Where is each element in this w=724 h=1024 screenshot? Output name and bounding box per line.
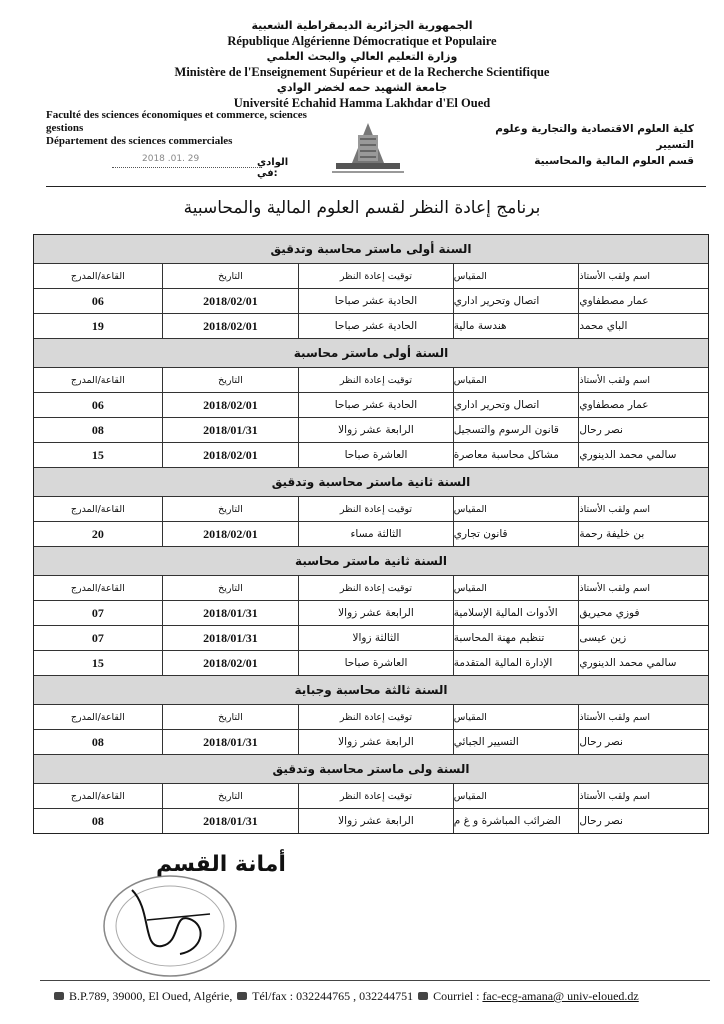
cell-hall: 19 <box>91 318 104 333</box>
column-header-professor: اسم ولقب الأستاذ <box>578 368 708 392</box>
column-header-hall: القاعة/المدرج <box>70 374 125 386</box>
page-title: برنامج إعادة النظر لقسم العلوم المالية والمحاسبية <box>183 198 541 218</box>
cell-time: الرابعة عشر زوالا <box>298 418 453 442</box>
column-header-date: التاريخ <box>162 264 299 288</box>
cell-hall: 06 <box>91 293 104 308</box>
phone-icon <box>237 992 247 1000</box>
cell-module: التسيير الجبائي <box>453 730 579 754</box>
fr-republic: République Algérienne Démocratique et Populaire <box>227 33 497 48</box>
column-header-date: التاريخ <box>162 784 299 808</box>
ar-ministry: وزارة التعليم العالي والبحث العلمي <box>266 50 458 63</box>
cell-professor: زين عيسى <box>578 626 708 650</box>
cell-hall: 08 <box>91 734 104 749</box>
cell-date: 2018/01/31 <box>162 626 299 650</box>
cell-date: 2018/01/31 <box>162 730 299 754</box>
cell-hall: 07 <box>91 630 104 645</box>
cell-time: العاشرة صباحا <box>298 651 453 675</box>
cell-module: تنظيم مهنة المحاسبة <box>453 626 579 650</box>
table-row <box>34 418 708 443</box>
column-header-time: توقيت إعادة النظر <box>298 705 453 729</box>
cell-hall: 20 <box>91 526 104 541</box>
cell-time: الثالثة زوالا <box>298 626 453 650</box>
table-header-row <box>34 784 708 809</box>
column-header-date: التاريخ <box>162 576 299 600</box>
fr-faculty: Faculté des sciences économiques et commerce, sciences gestions <box>46 109 307 134</box>
table-row <box>34 626 708 651</box>
cell-date: 2018/02/01 <box>162 314 299 338</box>
cell-hall: 08 <box>91 422 104 437</box>
cell-date: 2018/02/01 <box>162 443 299 467</box>
column-header-professor: اسم ولقب الأستاذ <box>578 784 708 808</box>
table-row <box>34 393 708 418</box>
cell-hall: 07 <box>91 605 104 620</box>
column-header-time: توقيت إعادة النظر <box>298 264 453 288</box>
section-title: السنة ثالثة محاسبة وجباية <box>34 676 708 705</box>
table-row <box>34 314 708 339</box>
column-header-hall: القاعة/المدرج <box>70 503 125 515</box>
cell-time: الحادية عشر صباحا <box>298 314 453 338</box>
ar-department: قسم العلوم المالية والمحاسبية <box>534 155 694 167</box>
cell-date: 2018/01/31 <box>162 809 299 833</box>
column-header-time: توقيت إعادة النظر <box>298 784 453 808</box>
cell-module: الضرائب المباشرة و غ م <box>453 809 579 833</box>
column-header-professor: اسم ولقب الأستاذ <box>578 497 708 521</box>
faculty-ar <box>464 121 694 169</box>
cell-professor: نصر رحال <box>578 418 708 442</box>
fr-university: Université Echahid Hamma Lakhdar d'El Oued <box>233 95 491 110</box>
cell-time: العاشرة صباحا <box>298 443 453 467</box>
cell-hall: 15 <box>91 655 104 670</box>
date-label: الوادي في: <box>257 157 289 179</box>
ar-university: جامعة الشهيد حمه لخضر الوادي <box>276 81 448 94</box>
section-title: السنة أولى ماستر محاسبة وتدقيق <box>34 235 708 264</box>
cell-professor: سالمي محمد الدينوري <box>578 651 708 675</box>
footer-divider <box>40 980 710 981</box>
review-schedule-table <box>33 234 709 834</box>
mail-box-icon <box>54 992 64 1000</box>
table-row <box>34 289 708 314</box>
table-row <box>34 809 708 833</box>
section-title: السنة ثانية ماستر محاسبة وتدقيق <box>34 468 708 497</box>
cell-time: الحادية عشر صباحا <box>298 393 453 417</box>
table-row <box>34 601 708 626</box>
letterhead <box>0 18 724 111</box>
cell-date: 2018/02/01 <box>162 522 299 546</box>
fr-department: Département des sciences commerciales <box>46 135 233 147</box>
table-row <box>34 730 708 755</box>
column-header-hall: القاعة/المدرج <box>70 270 125 282</box>
table-header-row <box>34 497 708 522</box>
column-header-hall: القاعة/المدرج <box>70 711 125 723</box>
cell-hall: 06 <box>91 397 104 412</box>
header-divider <box>46 186 706 187</box>
cell-professor: عمار مصطفاوي <box>578 393 708 417</box>
column-header-module: المقياس <box>453 576 579 600</box>
cell-date: 2018/01/31 <box>162 418 299 442</box>
column-header-module: المقياس <box>453 497 579 521</box>
cell-professor: سالمي محمد الدينوري <box>578 443 708 467</box>
footer-address: B.P.789, 39000, El Oued, Algérie, <box>69 989 233 1003</box>
column-header-date: التاريخ <box>162 705 299 729</box>
cell-module: اتصال وتحرير اداري <box>453 393 579 417</box>
cell-module: مشاكل محاسبة معاصرة <box>453 443 579 467</box>
section-title: السنة ولى ماستر محاسبة وتدقيق <box>34 755 708 784</box>
faculty-fr <box>46 109 316 148</box>
cell-date: 2018/02/01 <box>162 289 299 313</box>
column-header-hall: القاعة/المدرج <box>70 582 125 594</box>
date-line <box>112 154 289 179</box>
signature-title: أمانة القسم <box>156 852 286 877</box>
cell-time: الرابعة عشر زوالا <box>298 809 453 833</box>
cell-time: الحادية عشر صباحا <box>298 289 453 313</box>
fr-ministry: Ministère de l'Enseignement Supérieur et de la Recherche Scientifique <box>174 64 550 79</box>
column-header-module: المقياس <box>453 784 579 808</box>
university-logo <box>322 113 414 179</box>
cell-professor: عمار مصطفاوي <box>578 289 708 313</box>
column-header-date: التاريخ <box>162 368 299 392</box>
cell-date: 2018/02/01 <box>162 393 299 417</box>
cell-hall: 15 <box>91 447 104 462</box>
column-header-time: توقيت إعادة النظر <box>298 576 453 600</box>
cell-professor: نصر رحال <box>578 809 708 833</box>
cell-module: الإدارة المالية المتقدمة <box>453 651 579 675</box>
cell-module: قانون الرسوم والتسجيل <box>453 418 579 442</box>
column-header-module: المقياس <box>453 368 579 392</box>
footer-phone: Tél/fax : 032244765 , 032244751 <box>252 989 414 1003</box>
cell-time: الثالثة مساء <box>298 522 453 546</box>
cell-hall: 08 <box>91 813 104 828</box>
column-header-hall: القاعة/المدرج <box>70 790 125 802</box>
footer <box>52 989 712 1004</box>
cell-professor: بن خليفة رحمة <box>578 522 708 546</box>
footer-email[interactable]: fac-ecg-amana@ univ-eloued.dz <box>482 989 639 1003</box>
cell-date: 2018/01/31 <box>162 601 299 625</box>
cell-time: الرابعة عشر زوالا <box>298 730 453 754</box>
column-header-professor: اسم ولقب الأستاذ <box>578 264 708 288</box>
cell-professor: الباي محمد <box>578 314 708 338</box>
cell-time: الرابعة عشر زوالا <box>298 601 453 625</box>
table-header-row <box>34 705 708 730</box>
column-header-professor: اسم ولقب الأستاذ <box>578 576 708 600</box>
column-header-time: توقيت إعادة النظر <box>298 497 453 521</box>
cell-module: الأدوات المالية الإسلامية <box>453 601 579 625</box>
cell-module: اتصال وتحرير اداري <box>453 289 579 313</box>
table-row <box>34 443 708 468</box>
cell-professor: نصر رحال <box>578 730 708 754</box>
cell-professor: فوزي محيريق <box>578 601 708 625</box>
ar-republic: الجمهورية الجزائرية الديمقراطية الشعبية <box>251 19 473 32</box>
email-icon <box>418 992 428 1000</box>
cell-date: 2018/02/01 <box>162 651 299 675</box>
column-header-module: المقياس <box>453 264 579 288</box>
column-header-professor: اسم ولقب الأستاذ <box>578 705 708 729</box>
cell-module: هندسة مالية <box>453 314 579 338</box>
footer-email-label: Courriel : <box>433 989 480 1003</box>
cell-module: قانون تجاري <box>453 522 579 546</box>
column-header-date: التاريخ <box>162 497 299 521</box>
date-stamp: 2018 .01. 29 <box>142 154 200 164</box>
column-header-module: المقياس <box>453 705 579 729</box>
table-header-row <box>34 576 708 601</box>
table-header-row <box>34 264 708 289</box>
section-title: السنة أولى ماستر محاسبة <box>34 339 708 368</box>
section-title: السنة ثانية ماستر محاسبة <box>34 547 708 576</box>
table-header-row <box>34 368 708 393</box>
table-row <box>34 651 708 676</box>
ar-faculty: كلية العلوم الاقتصادية والتجارية وعلوم التسيير <box>495 123 694 151</box>
column-header-time: توقيت إعادة النظر <box>298 368 453 392</box>
table-row <box>34 522 708 547</box>
